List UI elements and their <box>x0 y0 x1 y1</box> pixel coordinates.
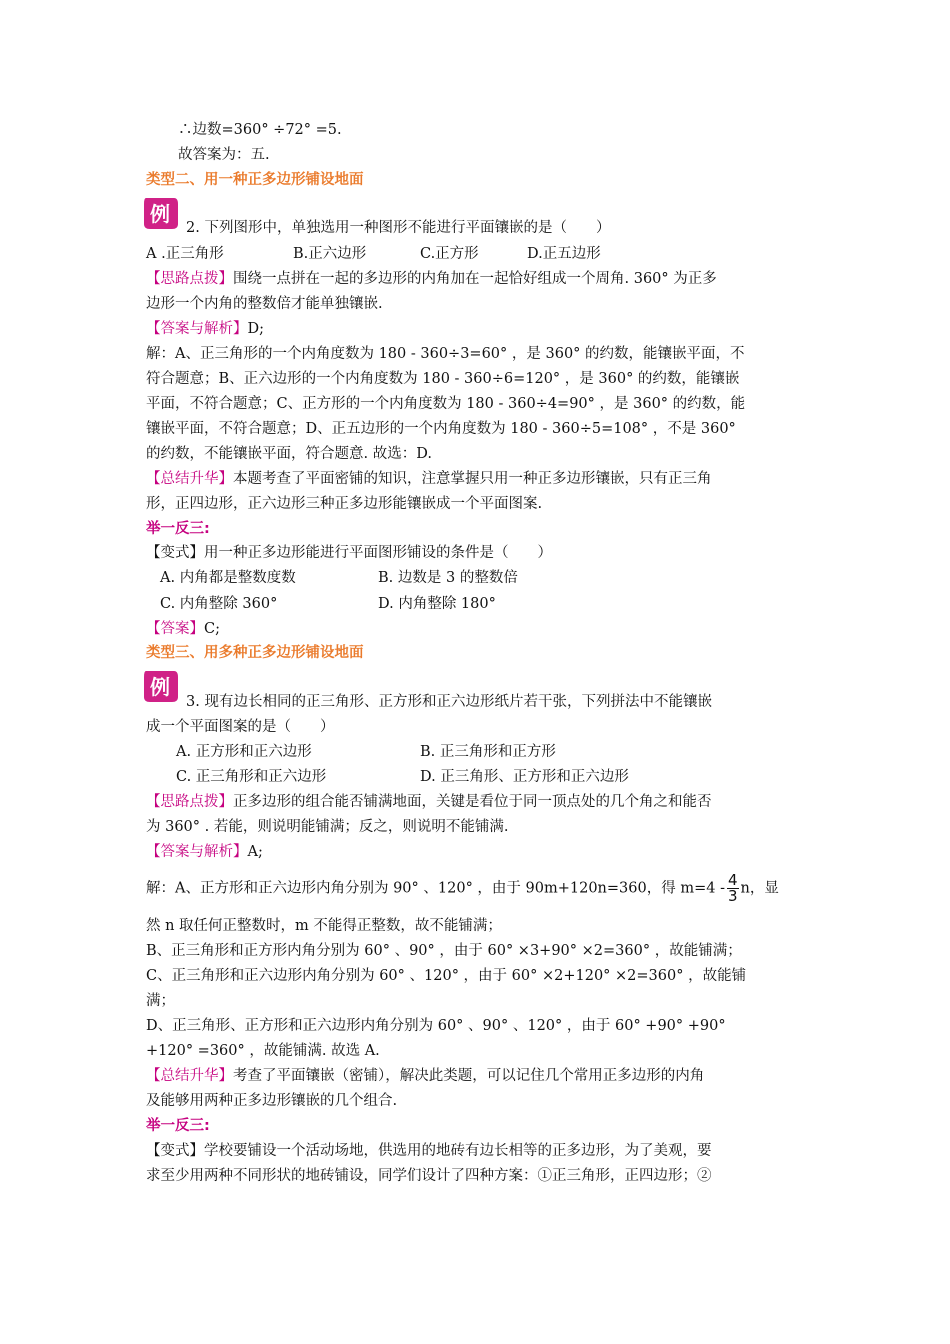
example-badge-icon <box>140 667 180 705</box>
option-d: D. 内角整除 180° <box>378 596 496 612</box>
option-b: B. 边数是 3 的整数倍 <box>378 570 518 586</box>
option-b: B.正六边形 <box>293 246 367 262</box>
section-heading-2: 类型二、用一种正多边形铺设地面 <box>146 172 364 188</box>
text-line: 解：A、正三角形的一个内角度数为 180 - 360÷3=60° ，是 360° 的约数，能镶嵌平面，不 <box>146 346 745 362</box>
answer-tag: 【答案与解析】 <box>146 844 248 860</box>
option-a: A. 内角都是整数度数 <box>160 570 296 586</box>
summary-line: 【总结升华】考查了平面镶嵌（密铺），解决此类题，可以记住几个常用正多边形的内角 <box>146 1068 705 1084</box>
text-line: 形，正四边形，正六边形三种正多边形能镶嵌成一个平面图案. <box>146 496 543 512</box>
answer-line: 【答案】C; <box>146 621 220 637</box>
solution-line-fraction: 解：A、正方形和正六边形内角分别为 90° 、120° ，由于 90m+120n=360，得 m=4 - $\frac{4}{3}$ n，显 <box>146 871 779 905</box>
text-line: 求至少用两种不同形状的地砖铺设，同学们设计了四种方案：①正三角形，正四边形；② <box>146 1168 712 1184</box>
text-line: 平面，不符合题意；C、正方形的一个内角度数为 180 - 360÷4=90° ，是 360° 的约数，能 <box>146 396 746 412</box>
fraction: $\frac{4}{3}$ <box>727 871 738 905</box>
text-line: 边形一个内角的整数倍才能单独镶嵌. <box>146 296 383 312</box>
text-line: 为 360° . 若能，则说明能铺满；反之，则说明不能铺满. <box>146 819 509 835</box>
option-b: B. 正三角形和正方形 <box>420 744 556 760</box>
answer-line: 【答案与解析】D; <box>146 321 265 337</box>
example-badge-icon <box>140 194 180 232</box>
question-2: 2. 下列图形中，单独选用一种图形不能进行平面镶嵌的是（ ） <box>186 220 611 236</box>
summary-tag: 【总结升华】 <box>146 1068 233 1084</box>
practice-heading: 举一反三: <box>146 1118 210 1134</box>
answer-tag: 【答案与解析】 <box>146 321 248 337</box>
option-a: A .正三角形 <box>146 246 224 262</box>
option-a: A. 正方形和正六边形 <box>176 744 312 760</box>
hint-tag: 【思路点拨】 <box>146 271 233 287</box>
option-c: C.正方形 <box>420 246 479 262</box>
text-line: B、正三角形和正方形内角分别为 60° 、90° ，由于 60° ×3+90° ×2=360° ，故能铺满； <box>146 943 742 959</box>
answer-line: 【答案与解析】A; <box>146 844 263 860</box>
text-line: D、正三角形、正方形和正六边形内角分别为 60° 、90° 、120° ，由于 60° +90° +90° <box>146 1018 726 1034</box>
text-line: 镶嵌平面，不符合题意；D、正五边形的一个内角度数为 180 - 360÷5=108° ，不是 360° <box>146 421 736 437</box>
variant-question: 【变式】用一种正多边形能进行平面图形铺设的条件是（ ） <box>146 545 552 561</box>
variant-line: 【变式】学校要铺设一个活动场地，供选用的地砖有边长相等的正多边形，为了美观，要 <box>146 1143 712 1159</box>
text-line: ∴边数=360° ÷72° =5. <box>178 122 342 138</box>
hint-line: 【思路点拨】正多边形的组合能否铺满地面，关键是看位于同一顶点处的几个角之和能否 <box>146 794 712 810</box>
option-c: C. 正三角形和正六边形 <box>176 769 327 785</box>
text-line: 成一个平面图案的是（ ） <box>146 719 335 735</box>
text-line: 满； <box>146 993 175 1009</box>
text-line: C、正三角形和正六边形内角分别为 60° 、120° ，由于 60° ×2+120° ×2=360° ，故能铺 <box>146 968 747 984</box>
summary-tag: 【总结升华】 <box>146 471 233 487</box>
option-c: C. 内角整除 360° <box>160 596 278 612</box>
text-line: 符合题意；B、正六边形的一个内角度数为 180 - 360÷6=120° ，是 360° 的约数，能镶嵌 <box>146 371 740 387</box>
practice-heading: 举一反三: <box>146 521 210 537</box>
text-line: 然 n 取任何正整数时，m 不能得正整数，故不能铺满； <box>146 918 502 934</box>
text-line: 故答案为：五. <box>178 147 270 163</box>
badge-label: 例 <box>150 202 170 226</box>
hint-line: 【思路点拨】围绕一点拼在一起的多边形的内角加在一起恰好组成一个周角. 360° 为正多 <box>146 271 717 287</box>
option-d: D. 正三角形、正方形和正六边形 <box>420 769 629 785</box>
text-line: +120° =360° ，故能铺满. 故选 A. <box>146 1043 380 1059</box>
section-heading-3: 类型三、用多种正多边形铺设地面 <box>146 645 364 661</box>
option-d: D.正五边形 <box>527 246 601 262</box>
question-3: 3. 现有边长相同的正三角形、正方形和正六边形纸片若干张，下列拼法中不能镶嵌 <box>186 694 712 710</box>
text-line: 的约数，不能镶嵌平面，符合题意. 故选：D. <box>146 446 432 462</box>
badge-label: 例 <box>150 675 170 699</box>
summary-line: 【总结升华】本题考查了平面密铺的知识，注意掌握只用一种正多边形镶嵌，只有正三角 <box>146 471 712 487</box>
hint-tag: 【思路点拨】 <box>146 794 233 810</box>
answer-tag: 【答案】 <box>146 621 204 637</box>
text-line: 及能够用两种正多边形镶嵌的几个组合. <box>146 1093 398 1109</box>
